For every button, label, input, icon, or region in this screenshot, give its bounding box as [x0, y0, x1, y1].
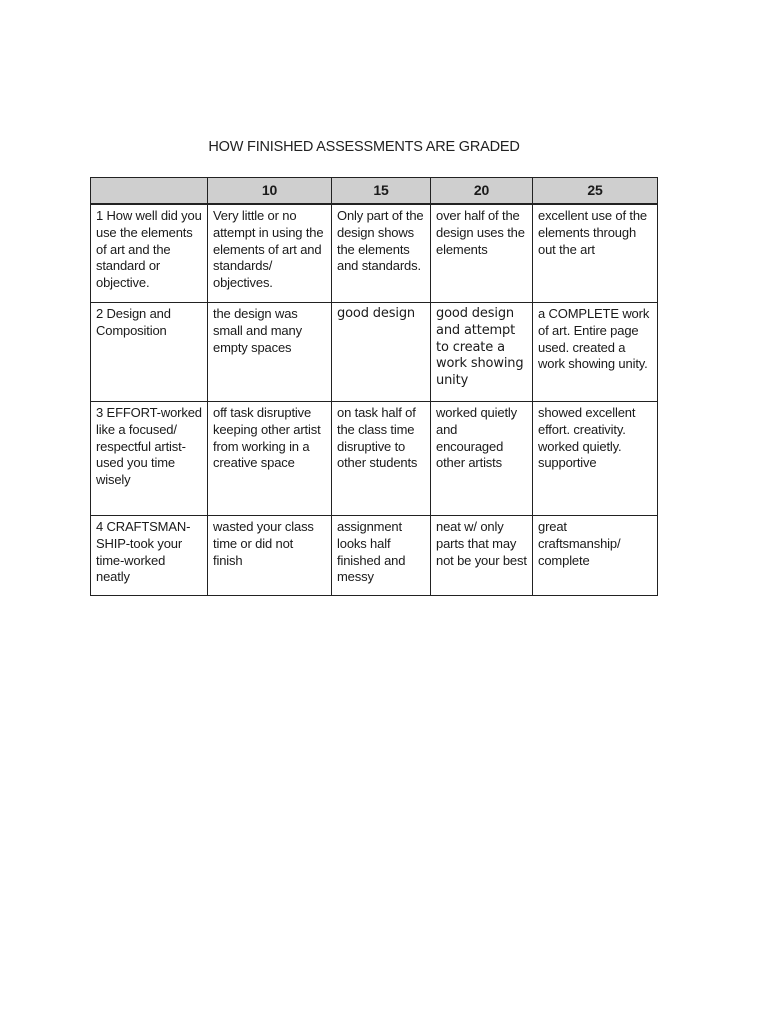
- score-cell: wasted your class time or did not finish: [208, 516, 332, 596]
- score-cell: off task disruptive keeping other artist from working in a creative space: [208, 402, 332, 516]
- score-cell: worked quietly and encouraged other artists: [431, 402, 533, 516]
- score-cell: assignment looks half finished and messy: [332, 516, 431, 596]
- score-cell: neat w/ only parts that may not be your best: [431, 516, 533, 596]
- score-cell: a COMPLETE work of art. Entire page used. created a work showing unity.: [533, 303, 658, 402]
- grading-rubric-table: [90, 177, 658, 596]
- criterion-cell: 4 CRAFTSMAN-SHIP-took your time-worked neatly: [91, 516, 208, 596]
- header-score-25: 25: [533, 178, 658, 205]
- score-cell: great craftsmanship/ complete: [533, 516, 658, 596]
- criterion-cell: 1 How well did you use the elements of art and the standard or objective.: [91, 204, 208, 303]
- score-cell: Only part of the design shows the elements and standards.: [332, 204, 431, 303]
- table-row: [91, 303, 658, 402]
- score-cell: Very little or no attempt in using the elements of art and standards/ objectives.: [208, 204, 332, 303]
- criterion-cell: 2 Design and Composition: [91, 303, 208, 402]
- table-row: [91, 402, 658, 516]
- header-row: [91, 178, 658, 205]
- score-cell: good design and attempt to create a work showing unity: [431, 303, 533, 402]
- table-row: [91, 516, 658, 596]
- score-cell: over half of the design uses the elements: [431, 204, 533, 303]
- score-cell: on task half of the class time disruptive to other students: [332, 402, 431, 516]
- page-title: HOW FINISHED ASSESSMENTS ARE GRADED: [208, 139, 520, 155]
- score-cell: the design was small and many empty spaces: [208, 303, 332, 402]
- table-row: [91, 204, 658, 303]
- header-criteria-cell: [91, 178, 208, 205]
- header-score-20: 20: [431, 178, 533, 205]
- header-score-10: 10: [208, 178, 332, 205]
- score-cell: excellent use of the elements through out the art: [533, 204, 658, 303]
- score-cell: showed excellent effort. creativity. worked quietly. supportive: [533, 402, 658, 516]
- criterion-cell: 3 EFFORT-worked like a focused/ respectful artist-used you time wisely: [91, 402, 208, 516]
- header-score-15: 15: [332, 178, 431, 205]
- score-cell: good design: [332, 303, 431, 402]
